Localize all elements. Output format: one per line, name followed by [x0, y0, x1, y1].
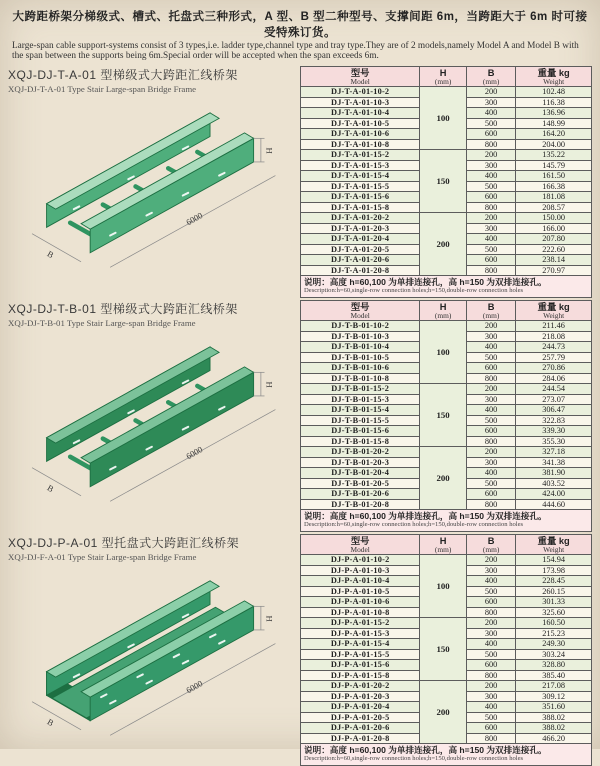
table-row	[301, 384, 592, 395]
model-cell: DJ-P-A-01-20-4	[301, 702, 420, 713]
weight-cell: 102.48	[516, 87, 592, 98]
note-text-en: Description:h=60,single-row connection holes;h=150,double-row connection holes	[304, 521, 524, 529]
model-cell: DJ-P-A-01-15-2	[301, 618, 420, 629]
height-header-unit: (mm)	[434, 76, 452, 86]
weight-cell: 424.00	[516, 489, 592, 500]
weight-cell: 325.60	[516, 607, 592, 618]
section-title-cn: XQJ-DJ-T-B-01 型梯级式大跨距汇线桥架	[8, 301, 238, 316]
height-group-cell: 150	[420, 384, 467, 447]
ladder-tray-drawing	[8, 102, 294, 270]
note-text-cn: 说明：高度 h=60,100 为单排连接孔，高 h=150 为双排连接孔。	[304, 745, 547, 756]
weight-header-en: Weight	[543, 544, 565, 554]
section-model-ta	[8, 66, 592, 298]
height-column-header	[420, 66, 467, 87]
height-header-label: H	[439, 301, 447, 312]
model-cell: DJ-P-A-01-15-6	[301, 660, 420, 671]
table-row	[301, 555, 592, 566]
weight-header-cn: 重量 kg	[537, 535, 570, 546]
weight-cell: 284.06	[516, 373, 592, 384]
height-group-cell: 100	[420, 321, 467, 384]
height-group-cell: 100	[420, 555, 467, 618]
width-cell: 600	[466, 255, 515, 266]
width-cell: 300	[466, 565, 515, 576]
weight-cell: 150.00	[516, 213, 592, 224]
width-cell: 300	[466, 97, 515, 108]
table-header-row	[301, 300, 592, 321]
model-cell: DJ-T-B-01-15-2	[301, 384, 420, 395]
width-cell: 600	[466, 363, 515, 374]
width-cell: 400	[466, 171, 515, 182]
section-title-cn: XQJ-DJ-T-A-01 型梯级式大跨距汇线桥架	[8, 67, 238, 82]
weight-cell: 306.47	[516, 405, 592, 416]
width-cell: 300	[466, 331, 515, 342]
weight-cell: 215.23	[516, 628, 592, 639]
weight-cell: 161.50	[516, 171, 592, 182]
height-header-unit: (mm)	[434, 544, 452, 554]
dim-length-label: 6000	[184, 443, 205, 462]
width-column-header	[466, 534, 515, 555]
model-cell: DJ-T-B-01-20-5	[301, 478, 420, 489]
width-cell: 800	[466, 499, 515, 510]
model-header-en: Model	[350, 76, 370, 86]
width-cell: 400	[466, 576, 515, 587]
width-cell: 200	[466, 87, 515, 98]
intro-text-cn: 大跨距桥架分梯级式、槽式、托盘式三种形式，A 型、B 型二种型号、支撑间距 6m，当跨距大于 6m 时可接受特殊订货。	[12, 11, 588, 39]
weight-cell: 339.30	[516, 426, 592, 437]
weight-cell: 309.12	[516, 691, 592, 702]
model-cell: DJ-T-A-01-20-6	[301, 255, 420, 266]
dim-width-label: B	[45, 248, 56, 260]
model-cell: DJ-P-A-01-10-4	[301, 576, 420, 587]
height-column-header	[420, 300, 467, 321]
table-note-row	[301, 510, 592, 532]
table-row	[301, 321, 592, 332]
section-title-en: XQJ-DJ-T-A-01 Type Stair Large-span Bridge Frame	[8, 83, 197, 94]
model-cell: DJ-T-A-01-10-8	[301, 139, 420, 150]
section-title-cn: XQJ-DJ-P-A-01 型托盘式大跨距汇线桥架	[8, 535, 240, 550]
weight-cell: 388.02	[516, 712, 592, 723]
model-cell: DJ-T-A-01-10-6	[301, 129, 420, 140]
table-note-row	[301, 276, 592, 298]
model-cell: DJ-T-A-01-10-5	[301, 118, 420, 129]
ladder-tray-drawing	[8, 336, 294, 504]
model-cell: DJ-T-B-01-10-3	[301, 331, 420, 342]
width-cell: 400	[466, 342, 515, 353]
width-cell: 400	[466, 639, 515, 650]
model-cell: DJ-P-A-01-20-5	[301, 712, 420, 723]
width-cell: 500	[466, 586, 515, 597]
width-cell: 200	[466, 150, 515, 161]
width-cell: 500	[466, 415, 515, 426]
weight-cell: 208.57	[516, 202, 592, 213]
width-cell: 200	[466, 447, 515, 458]
height-group-cell: 200	[420, 447, 467, 510]
width-cell: 200	[466, 681, 515, 692]
weight-cell: 244.73	[516, 342, 592, 353]
model-cell: DJ-P-A-01-10-3	[301, 565, 420, 576]
weight-cell: 228.45	[516, 576, 592, 587]
weight-cell: 328.80	[516, 660, 592, 671]
width-column-header	[466, 66, 515, 87]
table-row	[301, 681, 592, 692]
tray-type-drawing	[8, 570, 294, 738]
weight-header-cn: 重量 kg	[537, 67, 570, 78]
tray-body	[47, 581, 254, 721]
weight-cell: 466.20	[516, 733, 592, 744]
model-cell: DJ-T-B-01-10-5	[301, 352, 420, 363]
weight-cell: 211.46	[516, 321, 592, 332]
width-cell: 500	[466, 478, 515, 489]
weight-cell: 257.79	[516, 352, 592, 363]
width-cell: 600	[466, 660, 515, 671]
weight-cell: 351.60	[516, 702, 592, 713]
model-cell: DJ-T-A-01-20-8	[301, 265, 420, 276]
weight-cell: 270.97	[516, 265, 592, 276]
weight-cell: 244.54	[516, 384, 592, 395]
note-text-en: Description:h=60,single-row connection holes;h=150,double-row connection holes	[304, 755, 524, 763]
width-cell: 400	[466, 468, 515, 479]
model-cell: DJ-P-A-01-15-3	[301, 628, 420, 639]
model-cell: DJ-T-B-01-20-2	[301, 447, 420, 458]
weight-cell: 181.08	[516, 192, 592, 203]
width-cell: 200	[466, 213, 515, 224]
model-column-header	[301, 300, 420, 321]
section-model-tb	[8, 300, 592, 532]
width-cell: 800	[466, 373, 515, 384]
model-cell: DJ-T-A-01-15-5	[301, 181, 420, 192]
table-row	[301, 87, 592, 98]
model-cell: DJ-T-B-01-15-5	[301, 415, 420, 426]
model-column-header	[301, 66, 420, 87]
height-group-cell: 150	[420, 618, 467, 681]
tray-body	[47, 347, 254, 487]
dim-length-label: 6000	[184, 209, 205, 228]
width-cell: 600	[466, 597, 515, 608]
table-row	[301, 447, 592, 458]
section-model-pa	[8, 534, 592, 766]
weight-column-header	[516, 300, 592, 321]
model-cell: DJ-T-B-01-20-8	[301, 499, 420, 510]
dim-width-label: B	[45, 482, 56, 494]
width-header-unit: (mm)	[482, 310, 500, 320]
width-cell: 800	[466, 733, 515, 744]
model-cell: DJ-T-A-01-20-2	[301, 213, 420, 224]
weight-cell: 145.79	[516, 160, 592, 171]
note-text-cn: 说明：高度 h=60,100 为单排连接孔，高 h=150 为双排连接孔。	[304, 511, 547, 522]
height-header-unit: (mm)	[434, 310, 452, 320]
width-cell: 800	[466, 607, 515, 618]
weight-cell: 322.83	[516, 415, 592, 426]
dim-height-label: H	[263, 615, 274, 622]
width-cell: 200	[466, 321, 515, 332]
model-cell: DJ-P-A-01-10-8	[301, 607, 420, 618]
model-cell: DJ-P-A-01-15-4	[301, 639, 420, 650]
table-header-row	[301, 66, 592, 87]
width-cell: 400	[466, 108, 515, 119]
weight-header-en: Weight	[543, 310, 565, 320]
model-cell: DJ-T-A-01-20-4	[301, 234, 420, 245]
note-text-en: Description:h=60,single-row connection holes;h=150,double-row connection holes	[304, 287, 524, 295]
spec-table-model-pa	[300, 534, 592, 766]
width-cell: 200	[466, 555, 515, 566]
section-title-en: XQJ-DJ-F-A-01 Type Stair Large-span Bridge Frame	[8, 551, 197, 562]
width-column-header	[466, 300, 515, 321]
width-cell: 200	[466, 618, 515, 629]
weight-cell: 249.30	[516, 639, 592, 650]
width-header-label: B	[487, 67, 495, 78]
tray-body	[47, 113, 254, 253]
table-row	[301, 150, 592, 161]
model-cell: DJ-T-B-01-10-6	[301, 363, 420, 374]
weight-header-cn: 重量 kg	[537, 301, 570, 312]
weight-cell: 207.80	[516, 234, 592, 245]
width-cell: 300	[466, 394, 515, 405]
model-cell: DJ-T-A-01-20-5	[301, 244, 420, 255]
weight-cell: 238.14	[516, 255, 592, 266]
height-group-cell: 150	[420, 150, 467, 213]
table-note-cell	[301, 510, 592, 532]
weight-cell: 260.15	[516, 586, 592, 597]
weight-cell: 327.18	[516, 447, 592, 458]
spec-table-model-ta	[300, 66, 592, 298]
weight-cell: 204.00	[516, 139, 592, 150]
width-header-unit: (mm)	[482, 76, 500, 86]
width-cell: 800	[466, 265, 515, 276]
width-cell: 500	[466, 181, 515, 192]
width-cell: 400	[466, 234, 515, 245]
model-cell: DJ-P-A-01-15-8	[301, 670, 420, 681]
model-cell: DJ-T-B-01-15-3	[301, 394, 420, 405]
weight-cell: 148.99	[516, 118, 592, 129]
model-cell: DJ-T-B-01-15-4	[301, 405, 420, 416]
width-cell: 600	[466, 192, 515, 203]
model-column-header	[301, 534, 420, 555]
model-header-cn: 型号	[350, 301, 370, 312]
width-cell: 400	[466, 405, 515, 416]
model-cell: DJ-T-A-01-10-2	[301, 87, 420, 98]
width-cell: 600	[466, 426, 515, 437]
weight-cell: 136.96	[516, 108, 592, 119]
weight-cell: 154.94	[516, 555, 592, 566]
weight-cell: 444.60	[516, 499, 592, 510]
width-header-unit: (mm)	[482, 544, 500, 554]
model-cell: DJ-T-B-01-20-6	[301, 489, 420, 500]
model-cell: DJ-P-A-01-10-2	[301, 555, 420, 566]
width-cell: 800	[466, 436, 515, 447]
weight-cell: 218.08	[516, 331, 592, 342]
model-cell: DJ-T-A-01-15-3	[301, 160, 420, 171]
weight-cell: 166.00	[516, 223, 592, 234]
model-cell: DJ-T-A-01-15-8	[301, 202, 420, 213]
model-cell: DJ-T-B-01-15-8	[301, 436, 420, 447]
model-cell: DJ-T-B-01-10-4	[301, 342, 420, 353]
model-cell: DJ-P-A-01-20-6	[301, 723, 420, 734]
weight-cell: 381.90	[516, 468, 592, 479]
weight-cell: 270.86	[516, 363, 592, 374]
width-cell: 500	[466, 244, 515, 255]
note-text-cn: 说明：高度 h=60,100 为单排连接孔，高 h=150 为双排连接孔。	[304, 277, 547, 288]
model-cell: DJ-T-A-01-15-2	[301, 150, 420, 161]
width-cell: 500	[466, 352, 515, 363]
model-cell: DJ-T-A-01-15-4	[301, 171, 420, 182]
model-cell: DJ-T-B-01-10-8	[301, 373, 420, 384]
width-cell: 600	[466, 723, 515, 734]
dim-height-label: H	[263, 381, 274, 388]
width-header-label: B	[487, 301, 495, 312]
width-cell: 500	[466, 712, 515, 723]
width-cell: 500	[466, 649, 515, 660]
weight-cell: 388.02	[516, 723, 592, 734]
model-cell: DJ-P-A-01-10-6	[301, 597, 420, 608]
weight-cell: 164.20	[516, 129, 592, 140]
model-cell: DJ-T-B-01-15-6	[301, 426, 420, 437]
table-note-cell	[301, 744, 592, 766]
model-cell: DJ-P-A-01-20-8	[301, 733, 420, 744]
width-cell: 300	[466, 457, 515, 468]
model-cell: DJ-P-A-01-10-5	[301, 586, 420, 597]
width-cell: 800	[466, 670, 515, 681]
weight-cell: 385.40	[516, 670, 592, 681]
width-cell: 300	[466, 691, 515, 702]
model-header-cn: 型号	[350, 67, 370, 78]
model-cell: DJ-T-A-01-10-3	[301, 97, 420, 108]
height-header-label: H	[439, 535, 447, 546]
weight-cell: 355.30	[516, 436, 592, 447]
model-cell: DJ-T-B-01-10-2	[301, 321, 420, 332]
width-cell: 600	[466, 489, 515, 500]
height-header-label: H	[439, 67, 447, 78]
weight-cell: 173.98	[516, 565, 592, 576]
section-title-en: XQJ-DJ-T-B-01 Type Stair Large-span Bridge Frame	[8, 317, 196, 328]
width-cell: 400	[466, 702, 515, 713]
weight-cell: 217.08	[516, 681, 592, 692]
weight-cell: 303.24	[516, 649, 592, 660]
table-note-cell	[301, 276, 592, 298]
model-cell: DJ-P-A-01-20-3	[301, 691, 420, 702]
weight-cell: 166.38	[516, 181, 592, 192]
model-header-en: Model	[350, 544, 370, 554]
model-header-cn: 型号	[350, 535, 370, 546]
weight-cell: 160.50	[516, 618, 592, 629]
model-cell: DJ-P-A-01-20-2	[301, 681, 420, 692]
width-cell: 500	[466, 118, 515, 129]
height-column-header	[420, 534, 467, 555]
model-cell: DJ-T-B-01-20-3	[301, 457, 420, 468]
weight-column-header	[516, 534, 592, 555]
model-cell: DJ-T-A-01-10-4	[301, 108, 420, 119]
width-cell: 300	[466, 223, 515, 234]
dim-height-label: H	[263, 147, 274, 154]
weight-cell: 135.22	[516, 150, 592, 161]
width-cell: 600	[466, 129, 515, 140]
table-header-row	[301, 534, 592, 555]
table-row	[301, 618, 592, 629]
width-cell: 300	[466, 160, 515, 171]
weight-cell: 273.07	[516, 394, 592, 405]
model-cell: DJ-T-A-01-15-6	[301, 192, 420, 203]
width-cell: 300	[466, 628, 515, 639]
weight-cell: 301.33	[516, 597, 592, 608]
dim-length-label: 6000	[184, 677, 205, 696]
model-cell: DJ-P-A-01-15-5	[301, 649, 420, 660]
width-cell: 800	[466, 202, 515, 213]
weight-header-en: Weight	[543, 76, 565, 86]
width-cell: 800	[466, 139, 515, 150]
height-group-cell: 200	[420, 681, 467, 744]
table-row	[301, 213, 592, 224]
intro-text-en: Large-span cable support-systems consist of 3 types,i.e. ladder type,channel type and tray type.They are of 2 models,namely Model A and Model B with the span between the supports being 6m.Special order will be accepted when the span exceeds 6m.	[12, 41, 579, 62]
weight-column-header	[516, 66, 592, 87]
width-header-label: B	[487, 535, 495, 546]
width-cell: 200	[466, 384, 515, 395]
weight-cell: 341.38	[516, 457, 592, 468]
table-note-row	[301, 744, 592, 766]
weight-cell: 222.60	[516, 244, 592, 255]
height-group-cell: 200	[420, 213, 467, 276]
weight-cell: 116.38	[516, 97, 592, 108]
model-cell: DJ-T-B-01-20-4	[301, 468, 420, 479]
height-group-cell: 100	[420, 87, 467, 150]
spec-table-model-tb	[300, 300, 592, 532]
model-cell: DJ-T-A-01-20-3	[301, 223, 420, 234]
dim-width-label: B	[45, 716, 56, 728]
model-header-en: Model	[350, 310, 370, 320]
weight-cell: 403.52	[516, 478, 592, 489]
intro-block	[12, 8, 588, 62]
